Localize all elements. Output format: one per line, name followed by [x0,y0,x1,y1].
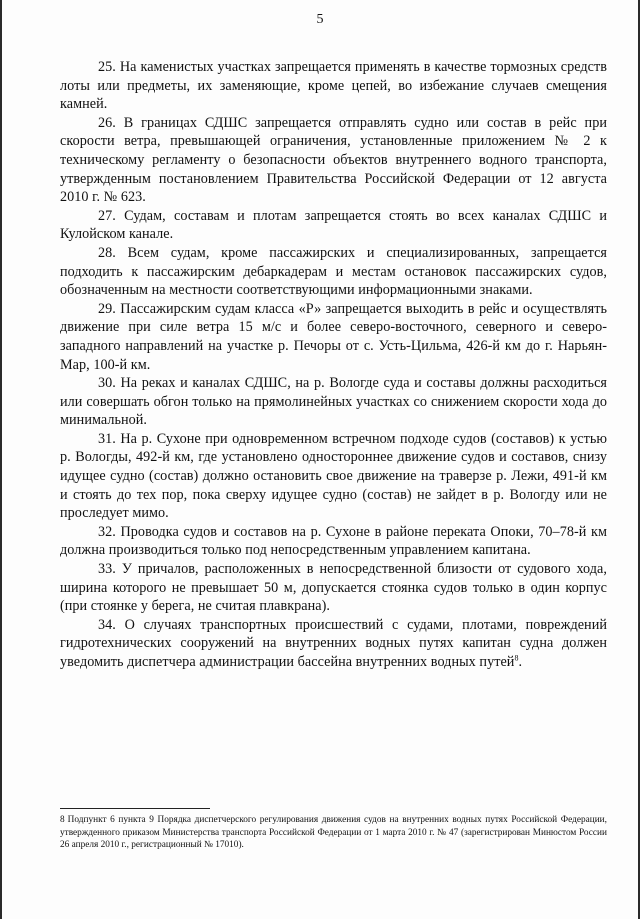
paragraph-25: 25. На каменистых участках запрещается применять в качестве тормозных средств лоты или предметы, их заменяющие, кроме цепей, во избежание случаев смещения камней. [60,59,607,113]
paragraph-26: 26. В границах СДШС запрещается отправлять судно или состав в рейс при скорости ветра, превышающей ограничения, установленные приложением № 2 к техническому регламенту о безопасности объектов внутреннего водного транспорта, утвержденным постановлением Правительства Российской Федерации от 12 августа 2010 г. № 623. [60,114,607,206]
body-text [60,58,607,672]
paragraph-30: 30. На реках и каналах СДШС, на р. Вологде суда и составы должны расходиться или совершать обгон только на прямолинейных участках со снижением скорости хода до минимальной. [60,375,607,429]
paragraph-34: 34. О случаях транспортных происшествий с судами, плотами, повреждений гидротехнических сооружений на внутренних водных путях капитан судна должен уведомить диспетчера администрации бассейна внутренних водных путей$^8$. [60,616,607,670]
paragraph-31: 31. На р. Сухоне при одновременном встречном подходе судов (составов) к устью р. Вологды, 492-й км, где установлено одностороннее движение судов и составов, снизу идущее судно (состав) должно остановить свое движение на траверзе р. Лежи, 491-й км и стоять до тех пор, пока сверху идущее судно (состав) не зайдет в р. Вологду или не проследует мимо. [60,430,607,522]
paragraph-32: 32. Проводка судов и составов на р. Сухоне в районе переката Опоки, 70–78-й км должна производиться только под непосредственным управлением капитана. [60,523,607,559]
footnote-mark: 8 [60,815,65,825]
scan-edge-left [0,0,2,919]
paragraph-33: 33. У причалов, расположенных в непосредственной близости от судового хода, ширина которого не превышает 50 м, допускается стоянка судов только в один корпус (при стоянке у берега, не считая плавкрана). [60,561,607,615]
page-number: 5 [316,12,324,27]
footnote-reference[interactable]: 8 [514,653,519,663]
footnote [60,814,607,852]
paragraph-27: 27. Судам, составам и плотам запрещается стоять во всех каналах СДШС и Кулойском канале. [60,207,607,243]
footnote-separator [60,808,210,809]
paragraph-29: 29. Пассажирским судам класса «Р» запрещается выходить в рейс и осуществлять движение при силе ветра 15 м/с и более северо-восточного, северного и северо-западного направлений на участке р. Печоры от с. Усть-Цильма, 426-й км до г. Нарьян-Мар, 100-й км. [60,300,607,373]
footnote-text: Подпункт 6 пункта 9 Порядка диспетчерского регулирования движения судов на внутренних водных путях Российской Федерации, утвержденного приказом Министерства транспорта Российской Федерации от 1 марта 2010 г. № 47 (зарегистрирован Минюстом России 26 апреля 2010 г., регистрационный № 17010). [60,815,607,851]
paragraph-28: 28. Всем судам, кроме пассажирских и специализированных, запрещается подходить к пассажирским дебаркадерам и местам остановок пассажирских судов, обозначенным на местности соответствующими информационными знаками. [60,244,607,299]
paragraph-34-text: 34. О случаях транспортных происшествий с судами, плотами, повреждений гидротехнических сооружений на внутренних водных путях капитан судна должен уведомить диспетчера администрации бассейна внутренних водных путей [60,616,607,670]
